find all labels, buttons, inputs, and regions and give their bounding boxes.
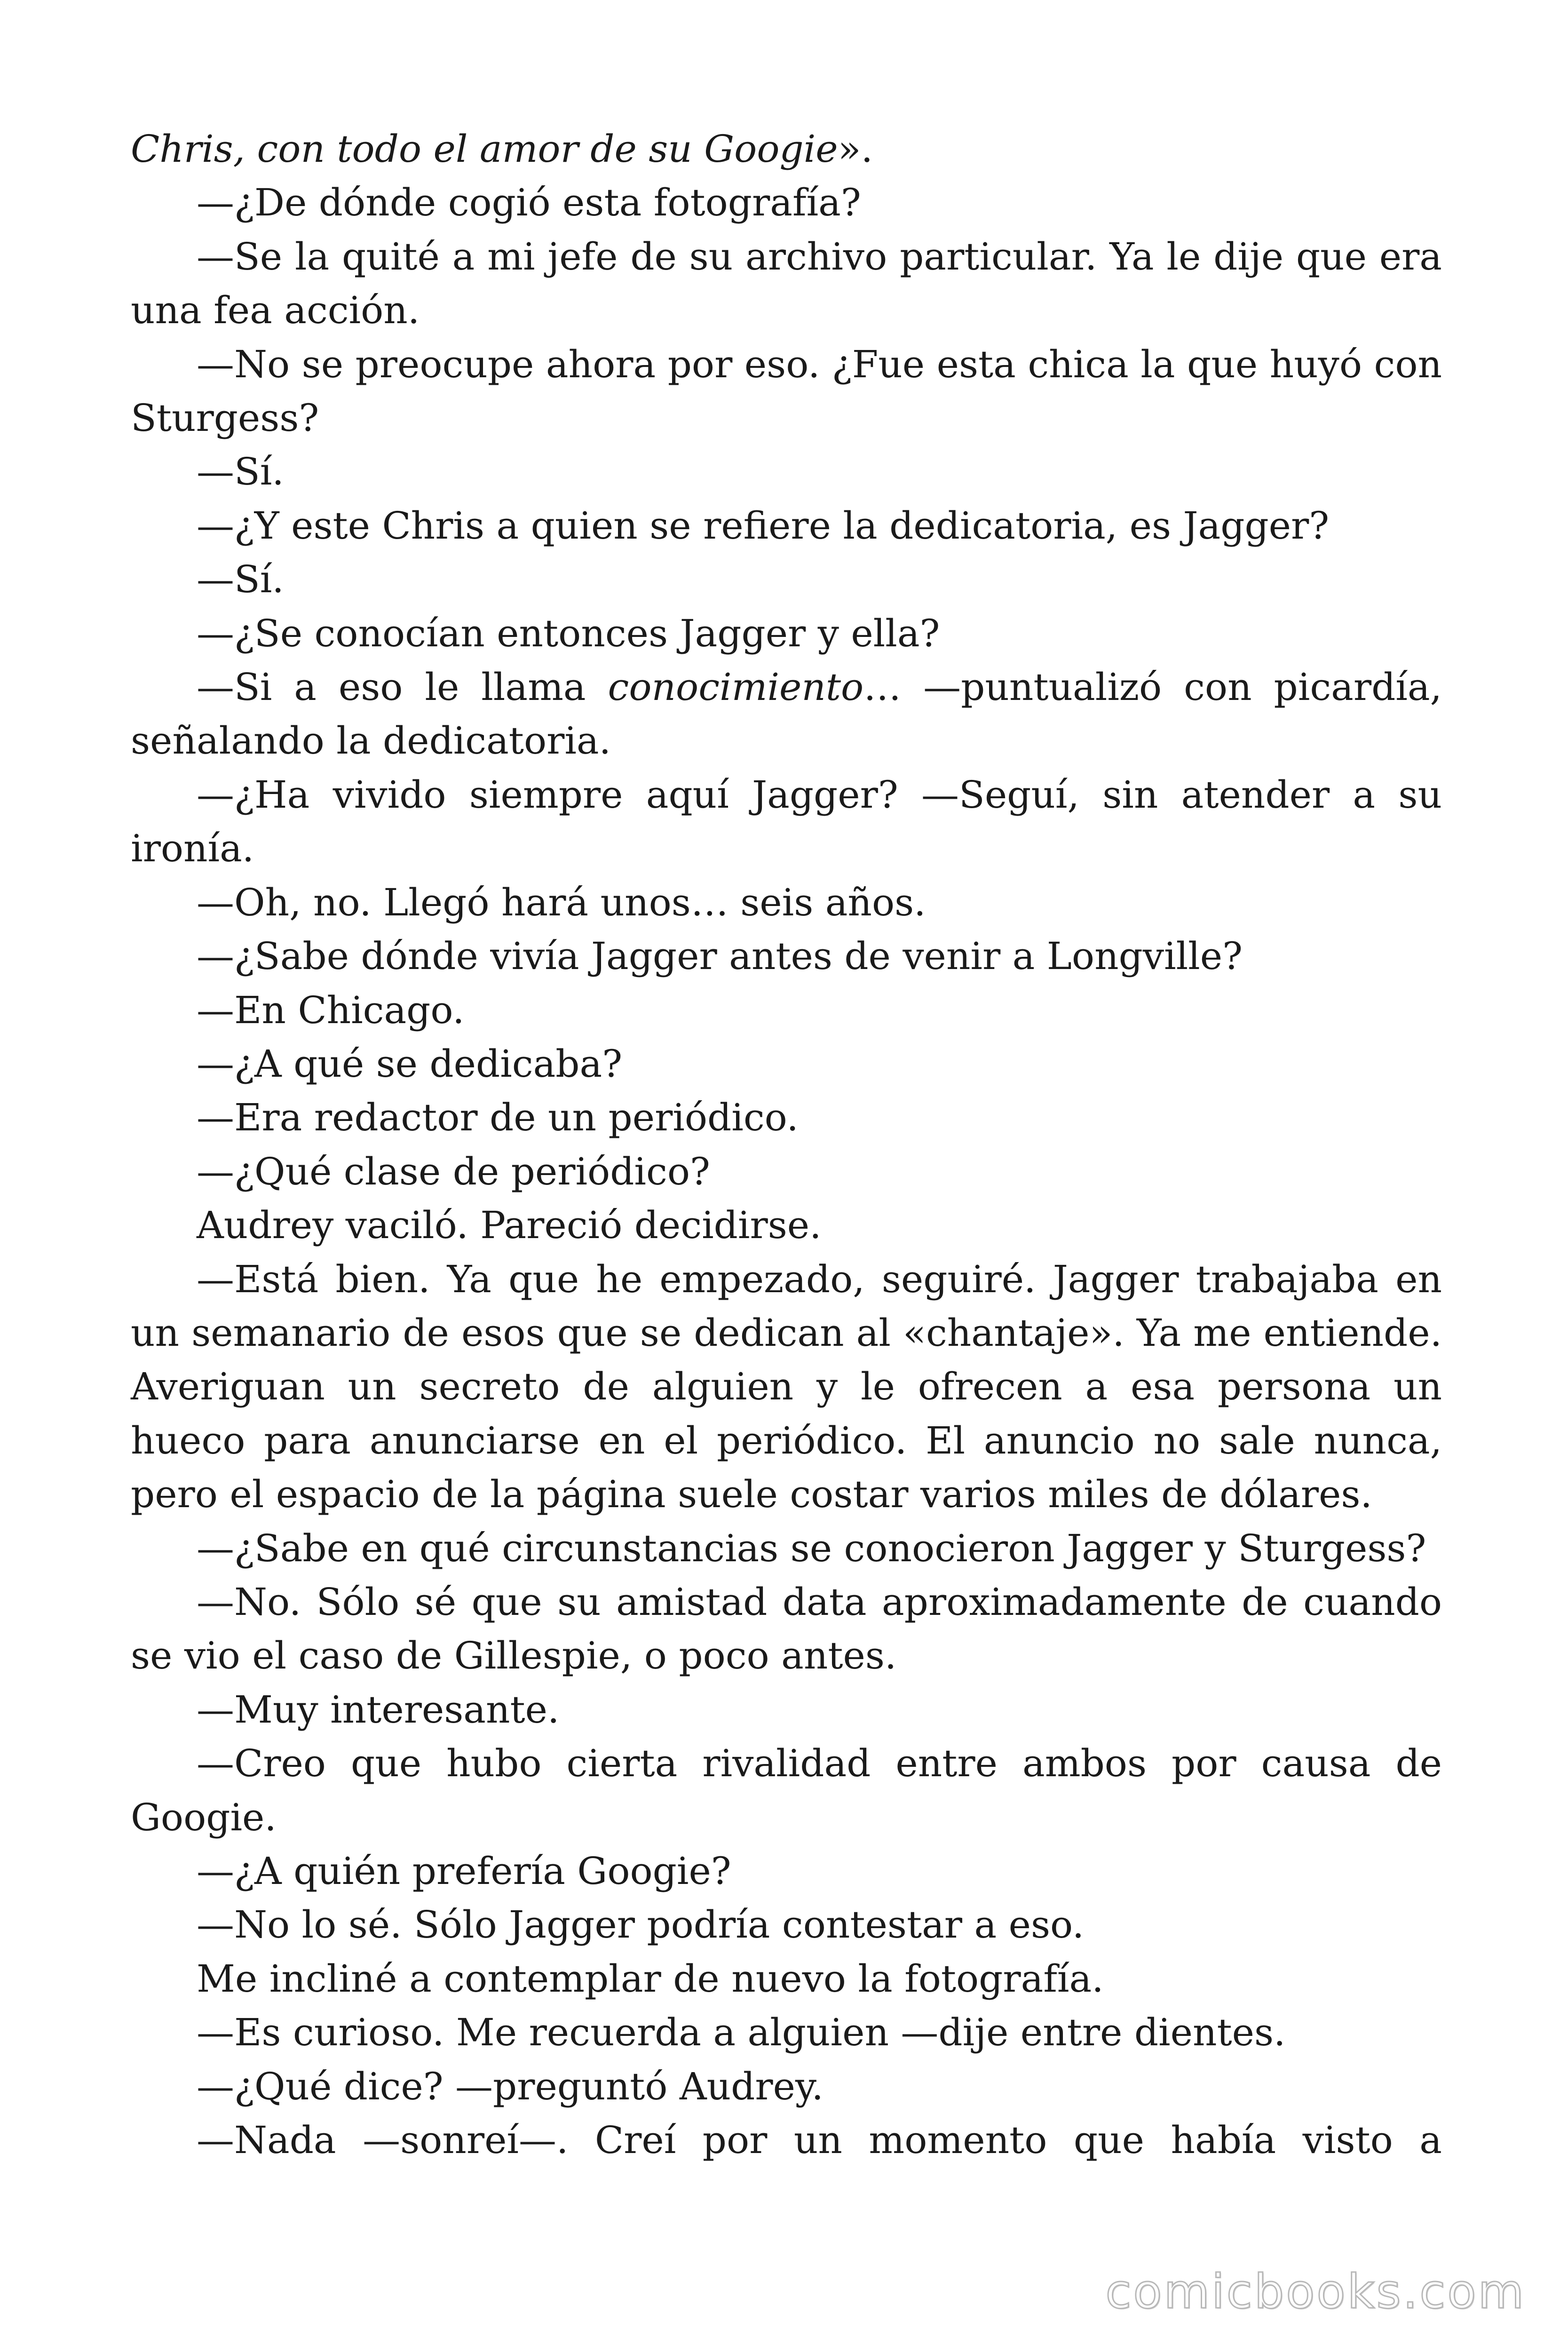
paragraph (131, 607, 1442, 660)
text-run: Me incliné a contemplar de nuevo la fotografía. (197, 1956, 1104, 2001)
text-run: —¿A qué se dedicaba? (197, 1041, 623, 1086)
paragraph (131, 338, 1442, 445)
text-run: —¿Sabe en qué circunstancias se conocieron Jagger y Sturgess? (197, 1526, 1426, 1570)
paragraph (131, 930, 1442, 983)
text-run: —Sí. (197, 557, 284, 602)
text-run: —¿Se conocían entonces Jagger y ella? (197, 611, 940, 655)
paragraph (131, 1522, 1442, 1575)
text-run: —¿De dónde cogió esta fotografía? (197, 181, 861, 225)
text-run: —¿Ha vivido siempre aquí Jagger? —Seguí, sin atender a su ironía. (131, 772, 1442, 871)
watermark: comicbooks.com (1105, 2264, 1526, 2319)
paragraph (131, 1737, 1442, 1844)
text-run: —¿Sabe dónde vivía Jagger antes de venir a Longville? (197, 934, 1243, 978)
paragraph (131, 660, 1442, 768)
text-run: —¿Qué dice? —preguntó Audrey. (197, 2064, 824, 2108)
paragraph (131, 1199, 1442, 1252)
paragraph (131, 1575, 1442, 1683)
text-run: —¿A quién prefería Googie? (197, 1849, 731, 1893)
paragraph (131, 1952, 1442, 2006)
paragraph (131, 230, 1442, 338)
text-run: Audrey vaciló. Pareció decidirse. (197, 1203, 822, 1248)
text-run: —Se la quité a mi jefe de su archivo particular. Ya le dije que era una fea acción. (131, 234, 1442, 333)
paragraph (131, 1037, 1442, 1091)
text-run: —Creo que hubo cierta rivalidad entre ambos por causa de Googie. (131, 1741, 1442, 1839)
text-run: —Oh, no. Llegó hará unos… seis años. (197, 880, 926, 924)
text-run: —Muy interesante. (197, 1687, 560, 1732)
paragraph (131, 876, 1442, 930)
text-run: —Era redactor de un periódico. (197, 1096, 799, 1140)
paragraph (131, 2114, 1442, 2167)
paragraph (131, 1091, 1442, 1144)
paragraph (131, 553, 1442, 606)
paragraph (131, 2006, 1442, 2059)
text-run: … —puntualizó con picardía, señalando la dedicatoria. (131, 665, 1442, 763)
paragraph (131, 1898, 1442, 1952)
italic-text: conocimiento (608, 665, 864, 709)
paragraph (131, 499, 1442, 553)
text-run: —Sí. (197, 450, 284, 494)
text-run: ». (838, 127, 873, 171)
text-run: —Si a eso le llama (197, 665, 608, 709)
paragraph (131, 1145, 1442, 1199)
text-run: —No. Sólo sé que su amistad data aproximadamente de cuando se vio el caso de Gillespie, o poco antes. (131, 1580, 1442, 1678)
text-run: —Nada —sonreí—. Creí por un momento que había visto a (197, 2118, 1442, 2162)
paragraph (131, 445, 1442, 499)
paragraph (131, 122, 1442, 176)
paragraph (131, 1253, 1442, 1522)
page-body (131, 122, 1442, 2167)
text-run: —Es curioso. Me recuerda a alguien —dije entre dientes. (197, 2010, 1286, 2055)
paragraph (131, 1683, 1442, 1737)
paragraph (131, 768, 1442, 876)
paragraph (131, 1844, 1442, 1898)
paragraph (131, 984, 1442, 1037)
italic-text: Chris, con todo el amor de su Googie (131, 127, 838, 171)
paragraph (131, 2060, 1442, 2114)
text-run: —No lo sé. Sólo Jagger podría contestar a eso. (197, 1903, 1085, 1947)
text-run: —En Chicago. (197, 988, 465, 1032)
text-run: —¿Y este Chris a quien se refiere la dedicatoria, es Jagger? (197, 503, 1330, 548)
text-run: —¿Qué clase de periódico? (197, 1149, 710, 1193)
text-run: —Está bien. Ya que he empezado, seguiré. Jagger trabajaba en un semanario de esos que se dedican al «chantaje». Ya me entiende. Averiguan un secreto de alguien y le ofrecen a esa persona un hueco para anunciarse en el periódico. El anuncio no sale nunca, pero el espacio de la página suele costar varios miles de dólares. (131, 1257, 1442, 1517)
paragraph (131, 176, 1442, 230)
text-run: —No se preocupe ahora por eso. ¿Fue esta chica la que huyó con Sturgess? (131, 342, 1442, 440)
